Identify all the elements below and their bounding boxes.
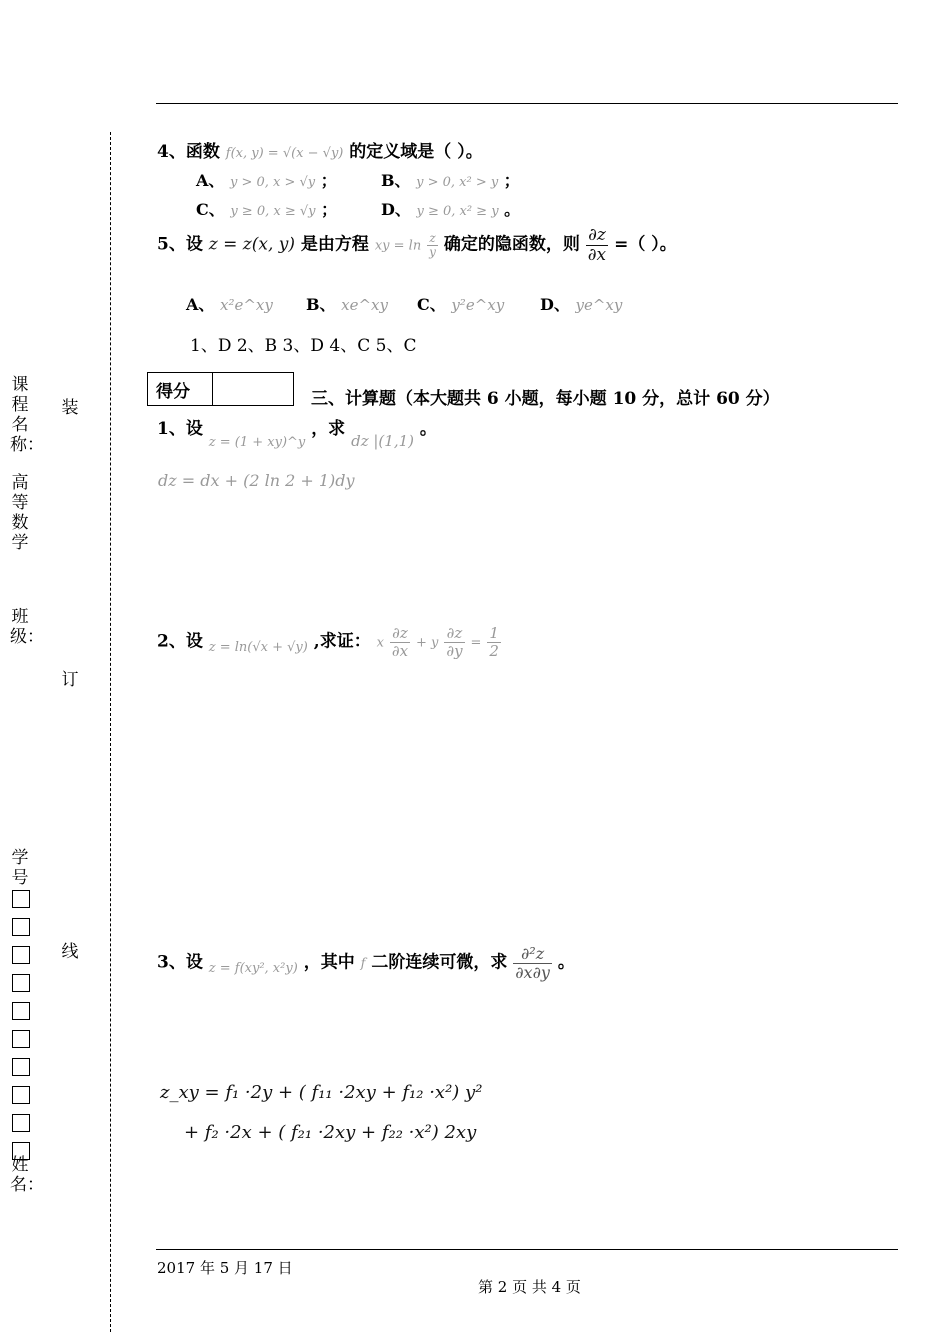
header-rule <box>156 103 898 104</box>
calc-question-1: 1、设 $_{z = (1 + xy)\^{}y}$ ，求 dz |(1,1) 。 <box>157 419 437 450</box>
id-box[interactable] <box>12 1086 30 1104</box>
student-id-label: 学号 <box>11 848 29 888</box>
q5-option-a: A、 x²e^xy <box>186 295 273 314</box>
footer-date: 2017 年 5 月 17 日 <box>157 1259 293 1277</box>
id-box[interactable] <box>12 1002 30 1020</box>
footer-rule <box>156 1249 898 1250</box>
name-label: 姓名： <box>10 1155 44 1195</box>
q4-function-expr: f(x, y) = √(x − √y) <box>225 146 344 161</box>
calc-3-answer-line-1: z_xy = f₁ ·2y + ( f₁₁ ·2xy + f₁₂ ·x²) y² <box>160 1082 483 1103</box>
class-label: 班级： <box>10 607 44 647</box>
score-box <box>147 372 294 406</box>
calc-question-2: 2、设 $_{z = ln(√x + √y)}$ ,求证： x $\frac{\partial z}{\partial x}$ + y $\frac{\partial z}{\partial y}$ = $\frac{1}{2}$ <box>157 624 499 660</box>
id-box[interactable] <box>12 890 30 908</box>
course-label: 课程名称： <box>10 375 44 455</box>
q4-option-a: A、 y > 0, x > √y ； <box>196 171 337 190</box>
q4-option-c: C、 y ≥ 0, x ≥ √y ； <box>196 200 338 219</box>
calc-1-answer: dz = dx + (2 ln 2 + 1)dy <box>158 471 355 490</box>
binding-mark-zhuang: 装 <box>61 398 79 418</box>
q5-option-d: D、 ye^xy <box>540 295 623 314</box>
answer-key: 1、D 2、B 3、D 4、C 5、C <box>190 336 417 356</box>
question-5: 5、设 z = z(x, y) 是由方程 xy = ln $\frac{z}{y}$ 确定的隐函数，则 $\frac{\partial z}{\partial x}$ =（ ）。 <box>157 225 677 265</box>
course-value: 高等数学 <box>11 473 29 553</box>
id-box[interactable] <box>12 1114 30 1132</box>
id-box[interactable] <box>12 918 30 936</box>
score-value[interactable] <box>213 373 294 406</box>
footer-page-number: 第 2 页 共 4 页 <box>478 1278 581 1296</box>
score-label: 得分 <box>148 373 213 406</box>
question-4: 4、函数 f(x, y) = √(x − √y) 的定义域是（ ）。 <box>157 142 483 162</box>
q5-option-c: C、 y²e^xy <box>417 295 505 314</box>
section-title: 三、计算题（本大题共 6 小题，每小题 10 分，总计 60 分） <box>311 389 780 409</box>
q5-option-b: B、 xe^xy <box>306 295 388 314</box>
binding-mark-xian: 线 <box>61 942 79 962</box>
id-box[interactable] <box>12 1030 30 1048</box>
binding-line <box>110 132 111 1332</box>
calc-3-answer-line-2: + f₂ ·2x + ( f₂₁ ·2xy + f₂₂ ·x²) 2xy <box>184 1122 477 1143</box>
id-box[interactable] <box>12 946 30 964</box>
id-box[interactable] <box>12 974 30 992</box>
calc-question-3: 3、设 $_{z = f(xy^2, x^2y)}$ ，其中 f 二阶连续可微，求 $\frac{\text{∂²z}}{\partial x\partial y}$ 。 <box>157 944 575 982</box>
q4-option-d: D、 y ≥ 0, x² ≥ y 。 <box>381 200 521 219</box>
student-id-boxes <box>10 890 30 1170</box>
id-box[interactable] <box>12 1058 30 1076</box>
q4-option-b: B、 y > 0, x² > y ； <box>381 171 520 190</box>
binding-mark-ding: 订 <box>61 670 79 690</box>
